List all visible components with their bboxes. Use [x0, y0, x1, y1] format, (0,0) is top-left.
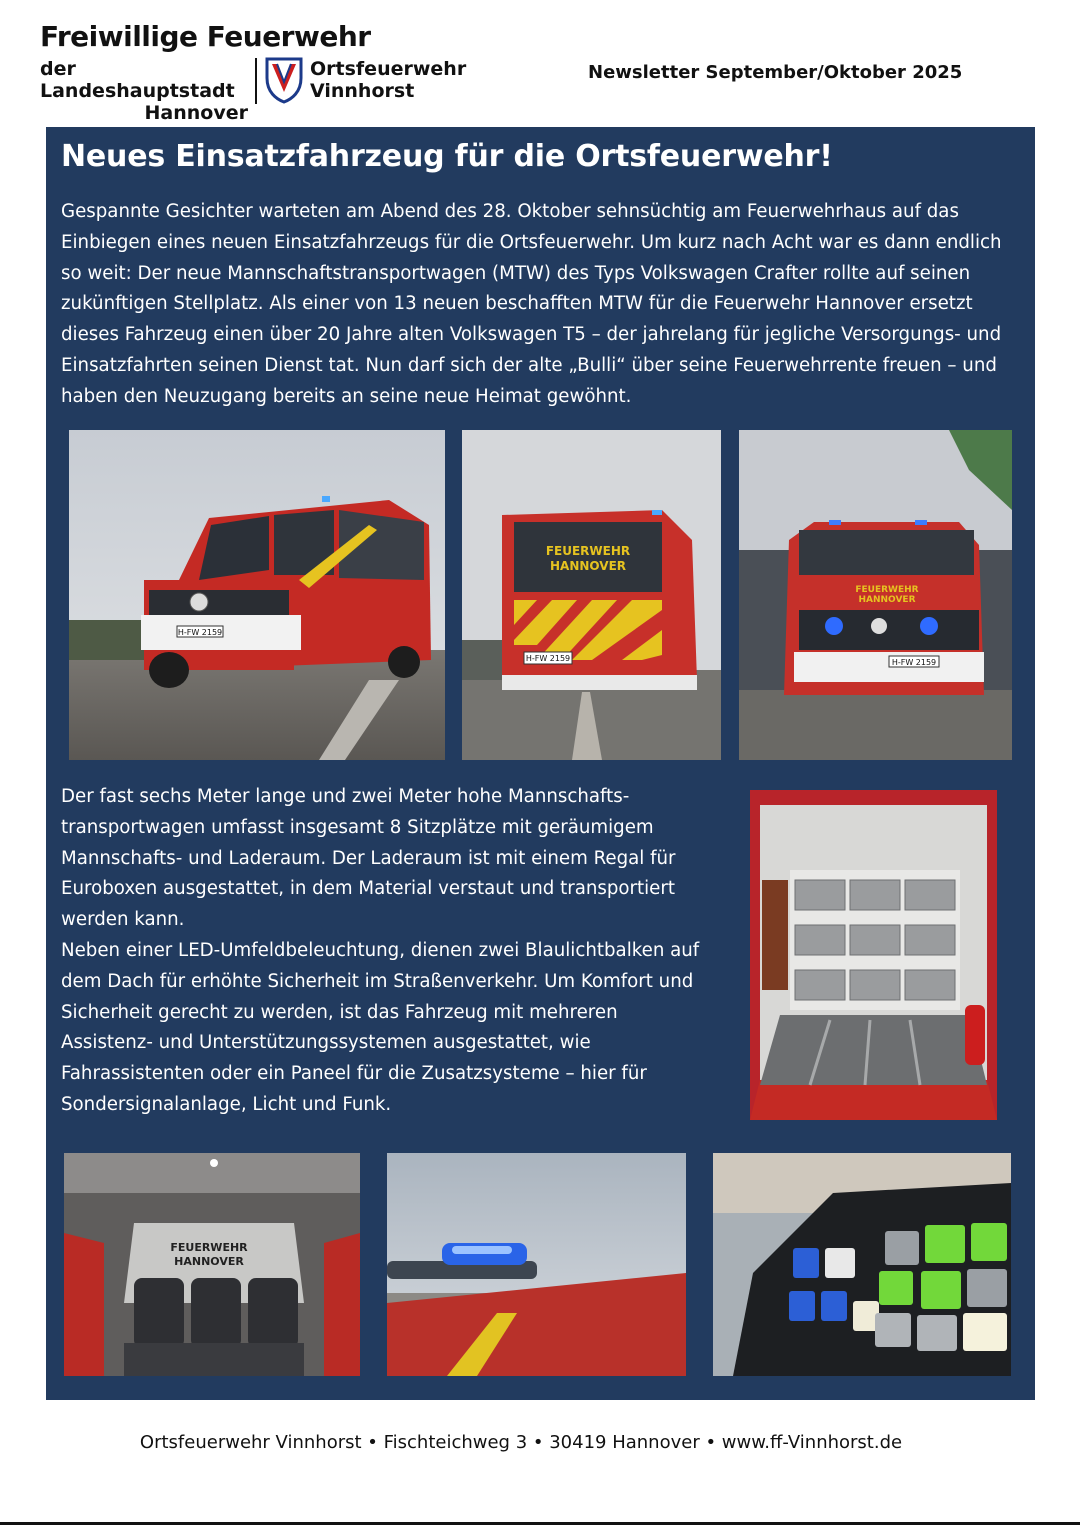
organization-city-line1: der Landeshauptstadt: [40, 58, 235, 102]
header-divider: [255, 58, 257, 104]
organization-city-line2: Hannover: [144, 102, 248, 124]
photo-interior-seats: [64, 1153, 360, 1376]
page-header: [0, 0, 1080, 125]
interior-lettering-1: FEUERWEHR: [170, 1241, 248, 1254]
photo-control-panel: [713, 1153, 1011, 1376]
rear-lettering-1: FEUERWEHR: [545, 544, 631, 558]
article-body-paragraph-2: Neben einer LED-Umfeldbeleuchtung, dienen zwei Blaulichtbalken auf dem Dach für erhöhte Sicherheit im Straßenverkehr. Um Komfort und Sicherheit gerecht zu werden, ist das Fahrzeug mit mehreren Assistenz- und Unterstützungssystemen ausgestattet, wie Fahrassistenten oder ein Paneel für die Zusatzsysteme – hier für Sondersignalanlage, Licht und Funk.: [61, 939, 700, 1115]
newsletter-issue: Newsletter September/Oktober 2025: [588, 62, 963, 83]
article-intro: Gespannte Gesichter warteten am Abend des 28. Oktober sehnsüchtig am Feuerwehrhaus auf das Einbiegen eines neuen Einsatzfahrzeugs für die Ortsfeuerwehr. Um kurz nach Acht war es dann endlich so weit: Der neue Mannschaftstransportwagen (MTW) des Typs Volkswagen Crafter rollte auf seinen zukünftigen Stellplatz. Als einer von 13 neuen beschafften MTW für die Feuerwehr Hannover ersetzt dieses Fahrzeug einen über 20 Jahre alten Volkswagen T5 – der jahrelang für jegliche Versorgungs- und Einsatzfahrten seinen Dienst tat. Nun darf sich der alte „Bulli“ über seine Feuerwehrrente freuen – und haben den Neuzugang bereits an seine neue Heimat gewöhnt.: [61, 201, 1002, 407]
front-lettering-1: FEUERWEHR: [855, 585, 919, 595]
article-body-paragraph-1: Der fast sechs Meter lange und zwei Meter hohe Mannschaftstransportwagen umfasst insgesamt 8 Sitzplätze mit geräumigem Mannschafts- und Laderaum. Der Laderaum ist mit einem Regal für Euroboxen ausgestattet, in dem Material verstaut und transportiert werden kann.: [61, 786, 676, 931]
photo-light-bar: [387, 1153, 686, 1376]
photo-van-rear: [462, 430, 721, 760]
photo-cargo-shelf: [750, 790, 997, 1120]
organization-title: Freiwillige Feuerwehr: [40, 20, 371, 53]
plate-front-text: H-FW 2159: [177, 628, 223, 637]
article-headline: Neues Einsatzfahrzeug für die Ortsfeuerwehr!: [61, 139, 833, 174]
interior-lettering-2: HANNOVER: [174, 1255, 244, 1268]
front-lettering-2: HANNOVER: [858, 595, 916, 605]
organization-city: [40, 58, 248, 124]
organization-unit: [310, 58, 466, 102]
article-panel: [46, 127, 1035, 1400]
rear-lettering-2: HANNOVER: [549, 559, 627, 573]
coat-of-arms-icon: [264, 56, 304, 104]
plate-rear-text: H-FW 2159: [525, 654, 571, 663]
photo-van-front: [69, 430, 445, 760]
page-footer: Ortsfeuerwehr Vinnhorst • Fischteichweg 3 • 30419 Hannover • www.ff-Vinnhorst.de: [139, 1432, 903, 1453]
organization-unit-line1: Ortsfeuerwehr: [310, 58, 467, 80]
article-body: [61, 782, 711, 1121]
organization-unit-line2: Vinnhorst: [310, 80, 415, 102]
photo-van-blue-lights: [739, 430, 1012, 760]
plate-third-text: H-FW 2159: [891, 658, 937, 667]
